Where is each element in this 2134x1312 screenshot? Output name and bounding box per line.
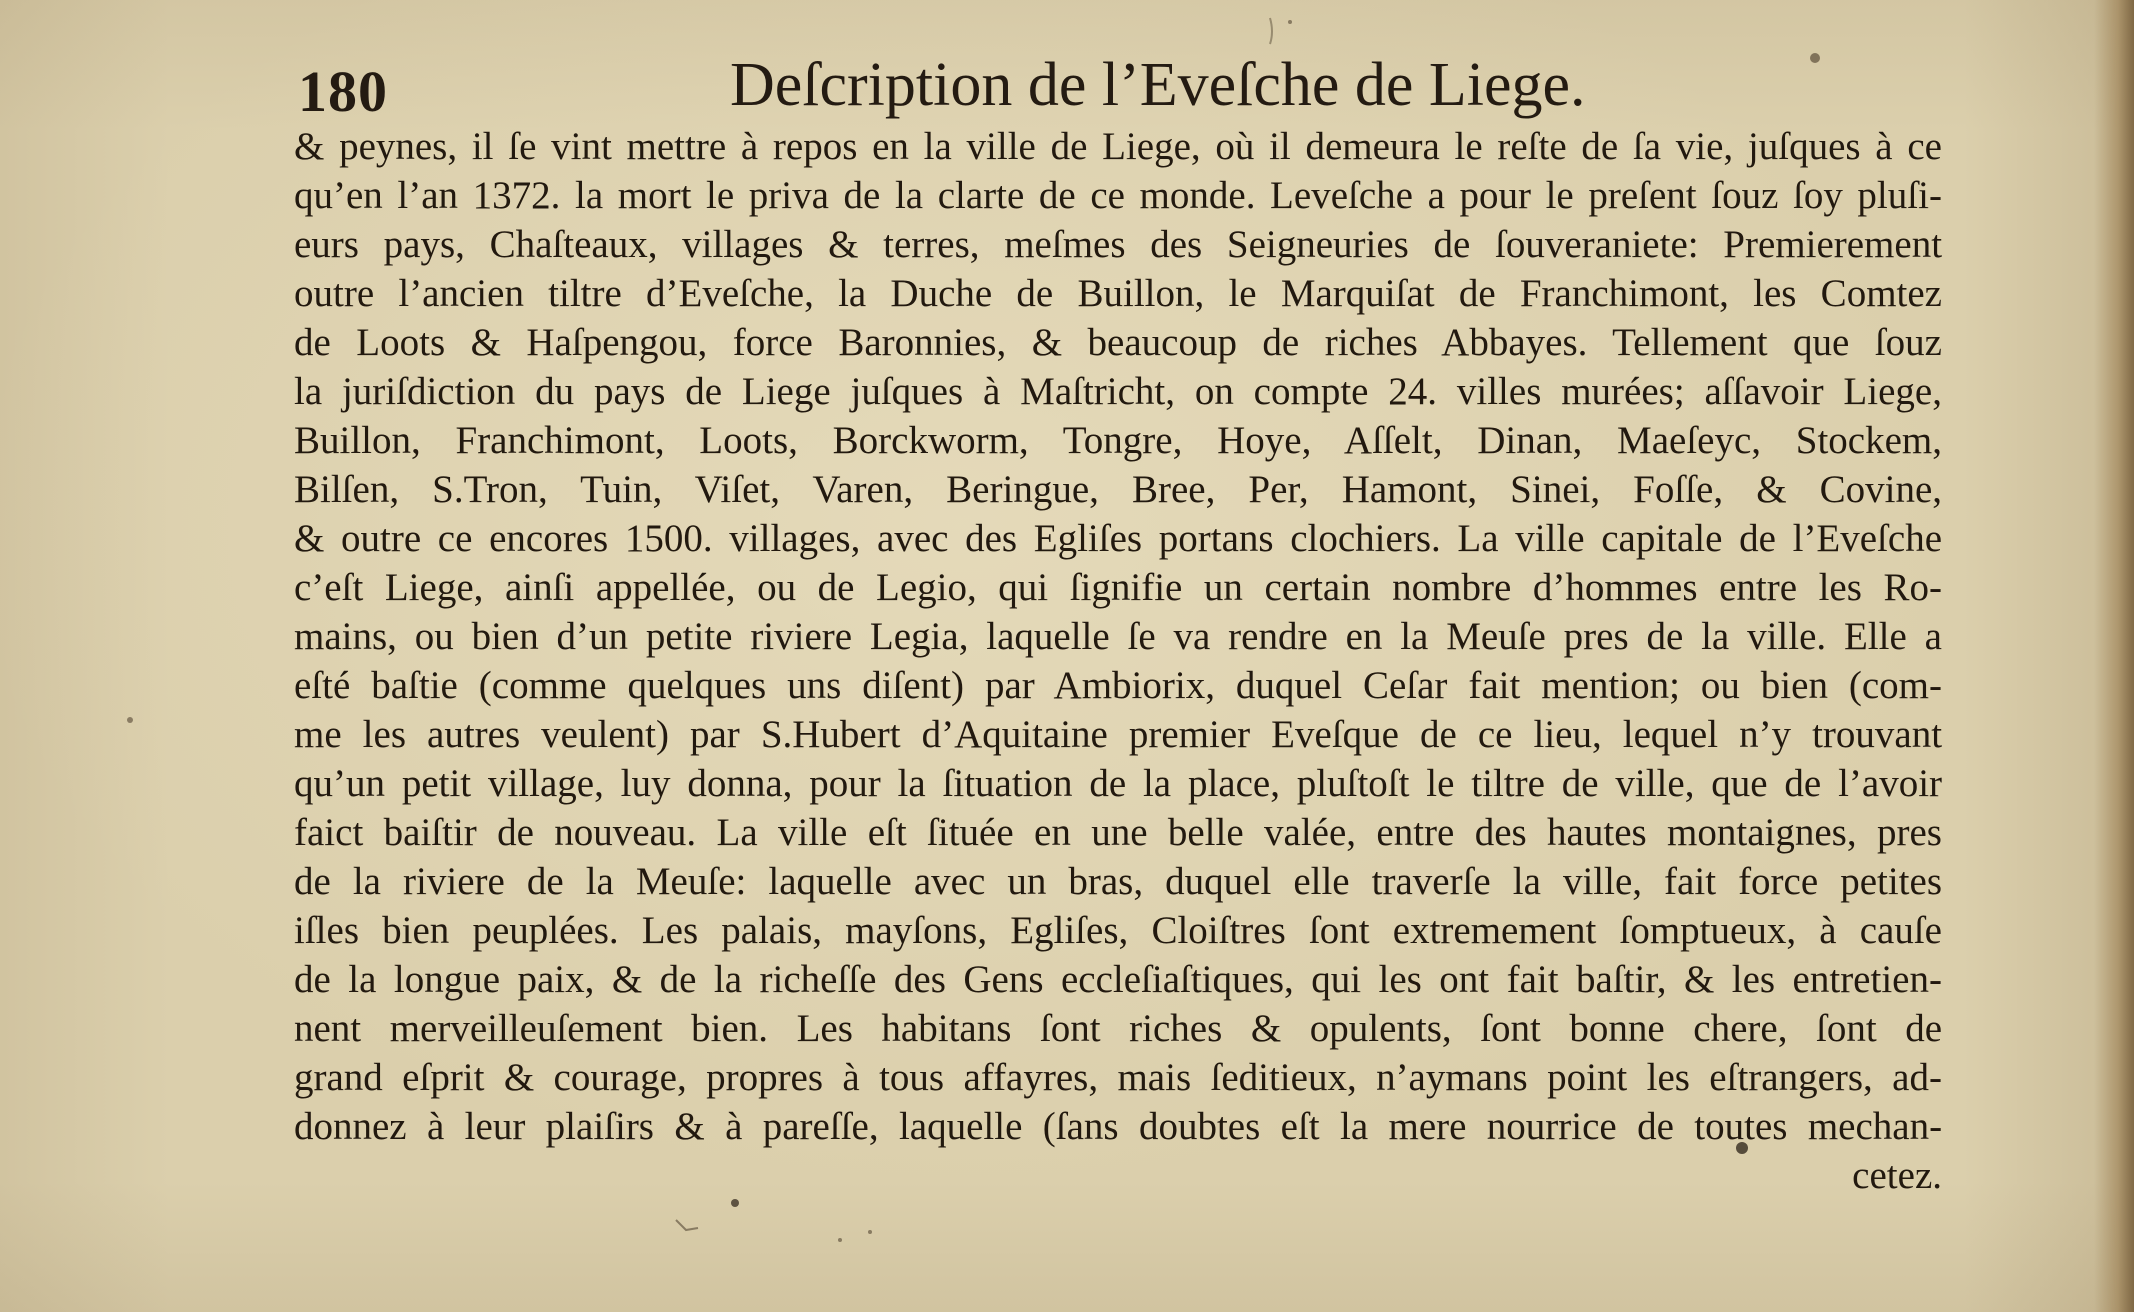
text-line: de la riviere de la Meuſe: laquelle avec un bras, duquel elle traverſe la ville, fait force petites xyxy=(294,860,1942,903)
text-line: iſles bien peuplées. Les palais, mayſons, Egliſes, Cloiſtres ſont extremement ſomptueux, à cauſe xyxy=(294,909,1942,952)
text-line: Bilſen, S.Tron, Tuin, Viſet, Varen, Beringue, Bree, Per, Hamont, Sinei, Foſſe, & Covine, xyxy=(294,468,1942,511)
running-title: Deſcription de l’Eveſche de Liege. xyxy=(730,51,1586,119)
text-line: de Loots & Haſpengou, force Baronnies, & beaucoup de riches Abbayes. Tellement que ſouz xyxy=(294,321,1942,364)
text-line: eurs pays, Chaſteaux, villages & terres, meſmes des Seigneuries de ſouveraniete: Premierement xyxy=(294,223,1942,266)
text-line: la juriſdiction du pays de Liege juſques à Maſtricht, on compte 24. villes murées; aſſavoir Liege, xyxy=(294,370,1942,413)
page-header xyxy=(250,44,1950,134)
text-line: & outre ce encores 1500. villages, avec des Egliſes portans clochiers. La ville capitale de l’Eveſche xyxy=(294,517,1942,560)
text-line-final: cetez. xyxy=(1852,1154,1942,1197)
body-text xyxy=(294,122,1942,1200)
text-line: qu’en l’an 1372. la mort le priva de la clarte de ce monde. Leveſche a pour le preſent ſouz ſoy pluſi- xyxy=(294,174,1942,217)
text-line: donnez à leur plaiſirs & à pareſſe, laquelle (ſans doubtes eſt la mere nourrice de toutes mechan- xyxy=(294,1105,1942,1148)
text-line: qu’un petit village, luy donna, pour la ſituation de la place, pluſtoſt le tiltre de ville, que de l’avoir xyxy=(294,762,1942,805)
text-line: & peynes, il ſe vint mettre à repos en la ville de Liege, où il demeura le reſte de ſa vie, juſques à ce xyxy=(294,125,1942,168)
text-line: nent merveilleuſement bien. Les habitans ſont riches & opulents, ſont bonne chere, ſont de xyxy=(294,1007,1942,1050)
text-line: Buillon, Franchimont, Loots, Borckworm, Tongre, Hoye, Aſſelt, Dinan, Maeſeyc, Stockem, xyxy=(294,419,1942,462)
text-line: de la longue paix, & de la richeſſe des Gens eccleſiaſtiques, qui les ont fait baſtir, & les entretien- xyxy=(294,958,1942,1001)
text-line: mains, ou bien d’un petite riviere Legia, laquelle ſe va rendre en la Meuſe pres de la ville. Elle a xyxy=(294,615,1942,658)
text-line: outre l’ancien tiltre d’Eveſche, la Duche de Buillon, le Marquiſat de Franchimont, les Comtez xyxy=(294,272,1942,315)
text-line: grand eſprit & courage, propres à tous affayres, mais ſeditieux, n’aymans point les eſtrangers, ad- xyxy=(294,1056,1942,1099)
text-line: eſté baſtie (comme quelques uns diſent) par Ambiorix, duquel Ceſar fait mention; ou bien (com- xyxy=(294,664,1942,707)
text-line: c’eſt Liege, ainſi appellée, ou de Legio, qui ſignifie un certain nombre d’hommes entre les Ro- xyxy=(294,566,1942,609)
page-number: 180 xyxy=(298,59,388,124)
text-line: faict baiſtir de nouveau. La ville eſt ſituée en une belle valée, entre des hautes montaignes, pres xyxy=(294,811,1942,854)
text-line: me les autres veulent) par S.Hubert d’Aquitaine premier Eveſque de ce lieu, lequel n’y trouvant xyxy=(294,713,1942,756)
